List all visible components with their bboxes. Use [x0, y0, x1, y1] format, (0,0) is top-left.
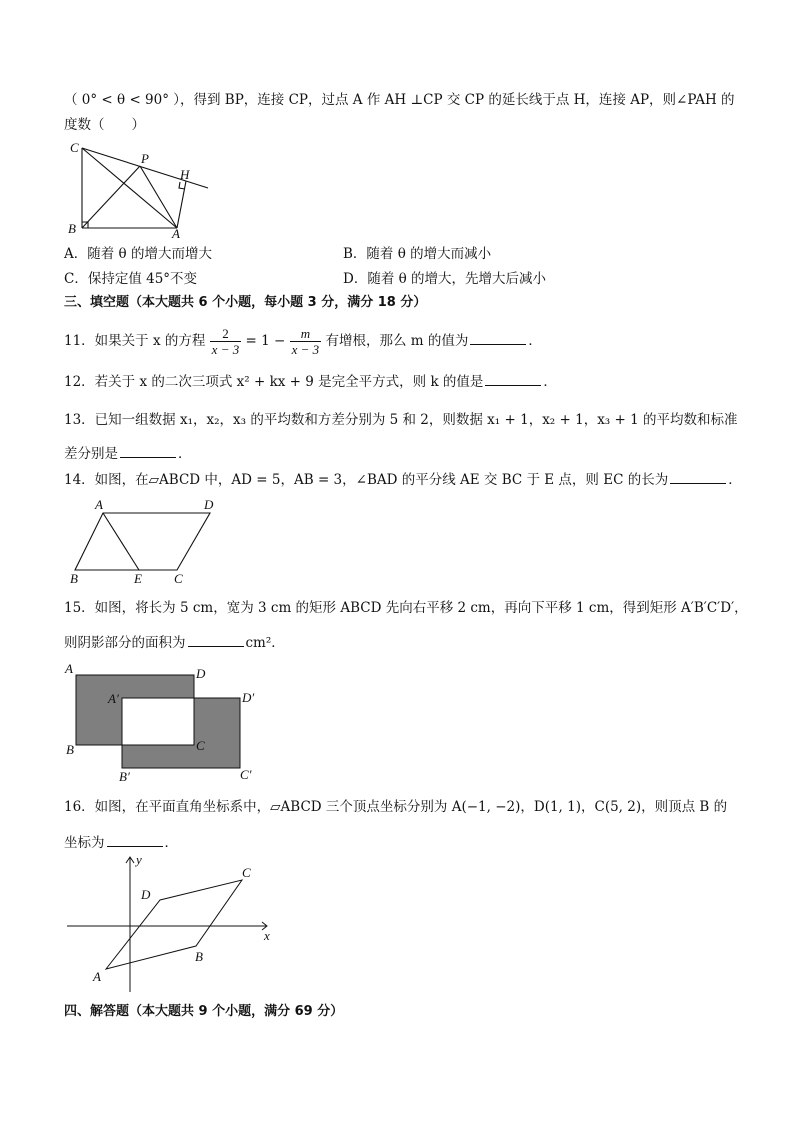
label-D: D [204, 497, 214, 512]
q10-line1-text: ，得到 BP，连接 CP，过点 A 作 AH ⊥CP 交 CP 的延长线于点 H，连接 AP，则∠PAH 的 [180, 92, 735, 108]
q16-line2: 坐标为 ． [64, 832, 178, 853]
label-C: C [196, 738, 205, 753]
label-C-prime: C′ [240, 767, 252, 782]
option-a[interactable]: A．随着 θ 的增大而增大 [64, 246, 212, 262]
q11-mid: = 1 − [245, 333, 286, 349]
overlap-region [122, 698, 194, 745]
label-D: D [141, 887, 151, 902]
q14-figure [62, 496, 232, 588]
q15-line1: 15．如图，将长为 5 cm，宽为 3 cm 的矩形 ABCD 先向右平移 2 cm，再向下平移 1 cm，得到矩形 A′B′C′D′， [64, 600, 748, 616]
label-B: B [66, 742, 74, 757]
q13-line1: 13．已知一组数据 x₁，x₂，x₃ 的平均数和方差分别为 5 和 2，则数据 x₁ + 1，x₂ + 1，x₃ + 1 的平均数和标准 [64, 412, 738, 428]
label-D: D [196, 666, 206, 681]
label-D-prime: D′ [242, 690, 255, 705]
right-angle-H [179, 182, 185, 189]
label-A: A [95, 497, 103, 512]
answer-blank-11[interactable] [470, 330, 526, 345]
answer-blank-12[interactable] [485, 371, 541, 386]
q11: 11．如果关于 x 的方程 $\frac{2}{x - 3}$ = 1 − $\frac{m}{x - 3}$ 有增根，那么 m 的值为 ． [64, 326, 542, 357]
section-3-heading: 三、填空题（本大题共 6 个小题，每小题 3 分，满分 18 分） [64, 295, 427, 310]
option-b[interactable]: B．随着 θ 的增大而减小 [343, 246, 492, 262]
label-B: B [195, 949, 203, 964]
line-AE [103, 513, 139, 570]
answer-blank-15[interactable] [188, 632, 244, 647]
q13-line2: 差分别是 ． [64, 443, 192, 464]
answer-blank-13[interactable] [120, 443, 176, 458]
q15-figure [62, 660, 272, 785]
q10-range: （ 0° < θ < 90° ） [64, 92, 181, 108]
q10-line1 [64, 90, 735, 110]
label-E: E [134, 571, 142, 586]
option-d[interactable]: D．随着 θ 的增大，先增大后减小 [343, 271, 547, 287]
q14-text: 14．如图，在▱ABCD 中，AD = 5，AB = 3，∠BAD 的平分线 AE 交 BC 于 E 点，则 EC 的长为 [64, 472, 669, 488]
label-A: A [65, 661, 73, 676]
label-B: B [70, 571, 78, 586]
label-A-prime: A′ [108, 691, 119, 706]
q10-figure [62, 138, 222, 241]
q15-line2: 则阴影部分的面积为 cm²． [64, 632, 285, 653]
label-P: P [141, 151, 149, 166]
line-CA [82, 148, 177, 228]
label-B: B [68, 221, 76, 236]
label-C: C [174, 571, 183, 586]
answer-blank-16[interactable] [107, 832, 163, 847]
label-x: x [264, 928, 270, 943]
parallelogram-ABCD [106, 880, 242, 969]
option-c[interactable]: C．保持定值 45°不变 [64, 271, 198, 287]
label-y: y [136, 852, 142, 867]
section-4-heading: 四、解答题（本大题共 9 个小题，满分 69 分） [64, 1004, 344, 1019]
label-C: C [242, 865, 251, 880]
q11-prefix: 11．如果关于 x 的方程 [64, 333, 206, 349]
q10-line2: 度数（ ） [64, 117, 145, 133]
q12-text: 12．若关于 x 的二次三项式 x² + kx + 9 是完全平方式，则 k 的值是 [64, 374, 484, 390]
parallelogram-ABCD [75, 513, 210, 570]
line-PA [140, 166, 177, 228]
q16-line1: 16．如图，在平面直角坐标系中，▱ABCD 三个顶点坐标分别为 A(−1, −2)，D(1, 1)，C(5, 2)，则顶点 B 的 [64, 799, 728, 815]
q11-fraction-1: $\frac{2}{x - 3}$ [211, 326, 240, 357]
q16-figure [62, 852, 282, 1002]
label-B-prime: B′ [119, 769, 130, 784]
line-BP [82, 166, 140, 228]
q11-suffix: 有增根，那么 m 的值为 [325, 333, 469, 349]
q12: 12．若关于 x 的二次三项式 x² + kx + 9 是完全平方式，则 k 的值是 ． [64, 371, 557, 392]
label-A: A [93, 969, 101, 984]
q14: 14．如图，在▱ABCD 中，AD = 5，AB = 3，∠BAD 的平分线 AE 交 BC 于 E 点，则 EC 的长为 ． [64, 469, 742, 490]
answer-blank-14[interactable] [670, 469, 726, 484]
label-A: A [172, 226, 180, 241]
label-H: H [180, 167, 190, 182]
label-C: C [70, 140, 79, 155]
q11-fraction-2: $\frac{m}{x - 3}$ [291, 326, 320, 357]
